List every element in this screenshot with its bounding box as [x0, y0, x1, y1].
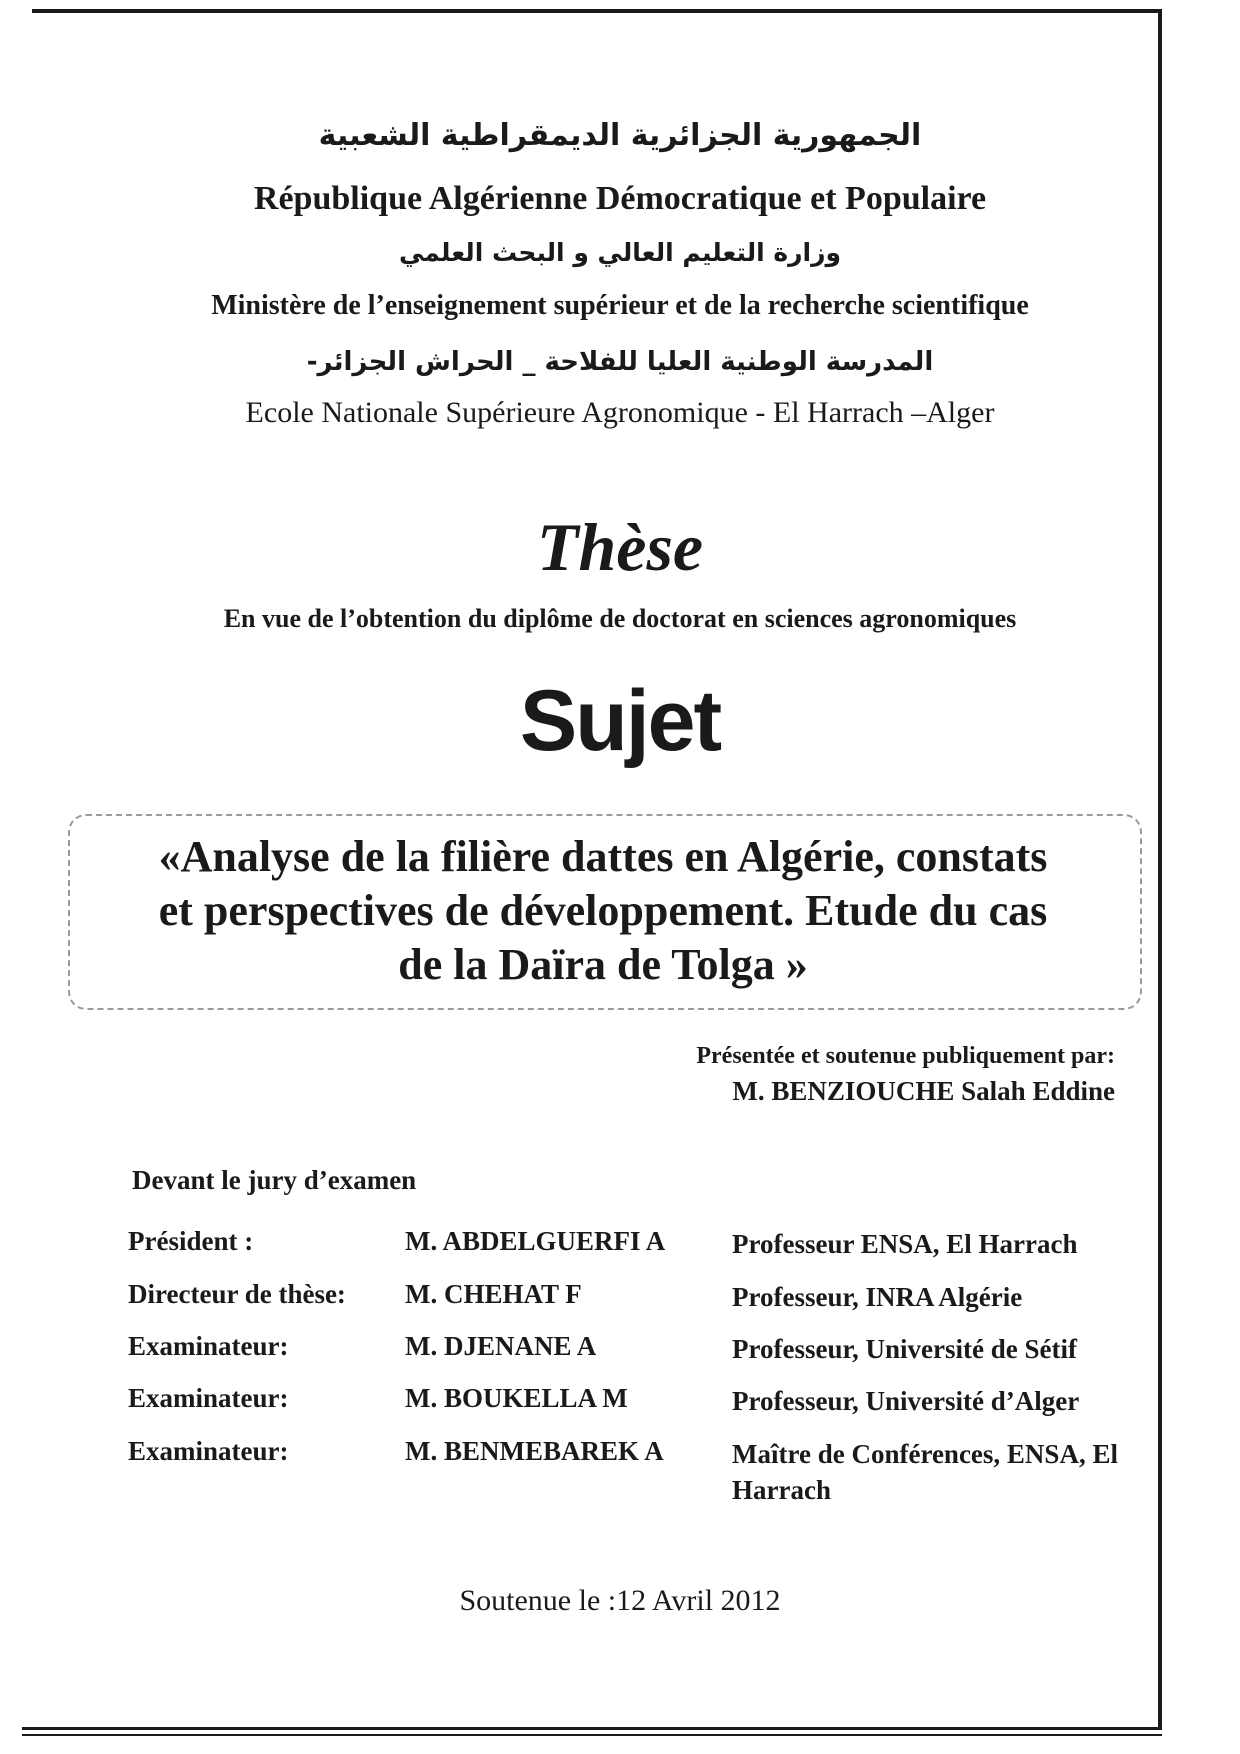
ministry-title: Ministère de l’enseignement supérieur et de la recherche scientifique [211, 290, 1029, 321]
jury-title: Professeur, Université de Sétif [732, 1334, 1077, 1364]
jury-row [128, 1436, 1188, 1516]
jury-title: Professeur, INRA Algérie [732, 1282, 1023, 1312]
bottom-border-rule [22, 1727, 1162, 1730]
republic-title: République Algérienne Démocratique et Populaire [253, 180, 987, 217]
top-border-rule [32, 9, 1162, 13]
jury-name: M. ABDELGUERFI A [405, 1226, 666, 1256]
jury-title: Maître de Conférences, ENSA, El Harrach [732, 1439, 1118, 1505]
subject-text [68, 830, 1138, 992]
subject-line: «Analyse de la filière dattes en Algérie, constats [158, 832, 1048, 881]
jury-name: M. BOUKELLA M [405, 1383, 628, 1413]
jury-row [128, 1383, 1188, 1423]
thesis-title: Thèse [536, 509, 704, 585]
subject-line: de la Daïra de Tolga » [398, 940, 808, 989]
jury-title: Professeur ENSA, El Harrach [732, 1229, 1078, 1259]
jury-role: Président : [128, 1226, 254, 1256]
jury-name: M. DJENANE A [405, 1331, 597, 1361]
arabic-ministry-title: وزارة التعليم العالي و البحث العلمي [398, 238, 842, 267]
jury-row [128, 1279, 1188, 1319]
bottom-border-rule-thin [22, 1734, 1162, 1736]
presenter-label: Présentée et soutenue publiquement par: [696, 1043, 1115, 1069]
defense-date: Soutenue le :12 Avril 2012 [459, 1584, 781, 1617]
jury-name: M. CHEHAT F [405, 1279, 582, 1309]
presenter-name: M. BENZIOUCHE Salah Eddine [732, 1076, 1115, 1106]
jury-title: Professeur, Université d’Alger [732, 1386, 1080, 1416]
jury-role: Examinateur: [128, 1383, 289, 1413]
jury-heading: Devant le jury d’examen [132, 1165, 417, 1195]
arabic-school-title: المدرسة الوطنية العليا للفلاحة _ الحراش الجزائر- [306, 347, 934, 377]
jury-role: Examinateur: [128, 1331, 289, 1361]
jury-row [128, 1331, 1188, 1371]
jury-row [128, 1226, 1188, 1266]
subject-heading: Sujet [519, 673, 721, 769]
jury-role: Directeur de thèse: [128, 1279, 346, 1309]
subject-line: et perspectives de développement. Etude du cas [158, 886, 1048, 935]
jury-name: M. BENMEBAREK A [405, 1436, 664, 1466]
jury-role: Examinateur: [128, 1436, 289, 1466]
arabic-republic-title: الجمهورية الجزائرية الديمقراطية الشعبية [318, 118, 922, 153]
thesis-purpose: En vue de l’obtention du diplôme de doctorat en sciences agronomiques [223, 604, 1017, 633]
school-title: Ecole Nationale Supérieure Agronomique - El Harrach –Alger [245, 396, 995, 429]
